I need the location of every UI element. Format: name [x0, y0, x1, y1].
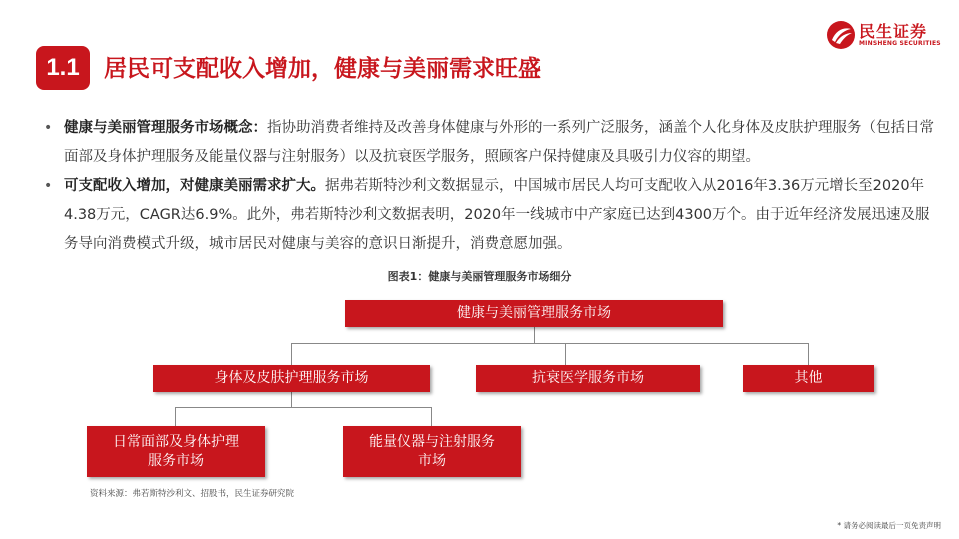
tree-root-box: 健康与美丽管理服务市场 [345, 300, 723, 327]
bullet-item [40, 172, 940, 259]
minsheng-logo-icon [826, 20, 856, 50]
brand-logo [826, 18, 946, 52]
tree-node-skin-care: 身体及皮肤护理服务市场 [153, 365, 430, 392]
bullet-list [40, 114, 940, 259]
brand-name-cn: 民生证券 [859, 22, 928, 41]
connector-line [565, 343, 566, 365]
disclaimer: * 请务必阅读最后一页免责声明 [837, 521, 941, 530]
bullet-lead: 可支配收入增加，对健康美丽需求扩大。 [64, 178, 325, 194]
bullet-item [40, 114, 940, 172]
brand-name-en: MINSHENG SECURITIES [859, 40, 941, 47]
connector-line [291, 343, 292, 365]
connector-line [291, 343, 809, 344]
connector-line [175, 407, 176, 426]
section-number: 1.1 [36, 46, 90, 90]
tree-node-other: 其他 [743, 365, 874, 392]
bullet-text: 指协助消费者维持及改善身体健康与外形的一系列广泛服务，涵盖个人化身体及皮肤护理服务（包括日常面部及身体护理服务及能量仪器与注射服务）以及抗衰医学服务，照顾客户保持健康及具吸引力仪容的期望。 [64, 120, 934, 165]
figure-title: 图表1：健康与美丽管理服务市场细分 [387, 270, 572, 283]
tree-node-daily-care: 日常面部及身体护理服务市场 [87, 426, 265, 477]
bullet-lead: 健康与美丽管理服务市场概念： [64, 120, 267, 136]
section-title: 居民可支配收入增加，健康与美丽需求旺盛 [104, 56, 541, 82]
bullet-text: 据弗若斯特沙利文数据显示，中国城市居民人均可支配收入从2016年3.36万元增长至2020年4.38万元，CAGR达6.9%。此外，弗若斯特沙利文数据表明，2020年一线城市中产家庭已达到4300万个。由于近年经济发展迅速及服务导向消费模式升级，城市居民对健康与美容的意识日渐提升，消费意愿加强。 [64, 178, 930, 252]
connector-line [175, 407, 432, 408]
tree-node-anti-aging: 抗衰医学服务市场 [476, 365, 700, 392]
connector-line [534, 327, 535, 344]
connector-line [808, 343, 809, 365]
connector-line [291, 392, 292, 408]
connector-line [431, 407, 432, 426]
tree-node-energy-injection: 能量仪器与注射服务市场 [343, 426, 521, 477]
source-note: 资料来源：弗若斯特沙利文、招股书，民生证券研究院 [90, 489, 295, 499]
